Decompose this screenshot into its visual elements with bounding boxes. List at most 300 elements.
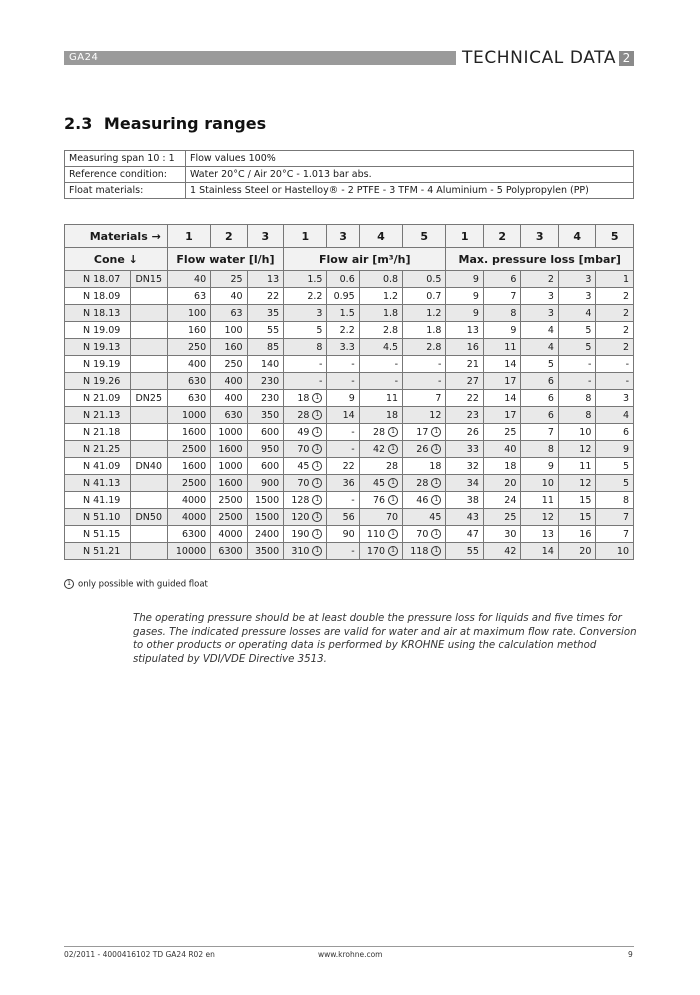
value-cell: 10 [558, 424, 596, 441]
material-number: 5 [403, 225, 446, 248]
table-row [65, 543, 634, 560]
cone-cell: N 51.10 [65, 509, 131, 526]
value-cell: 40 [483, 441, 521, 458]
value-cell: 2 [596, 288, 634, 305]
value-cell: 1.5 [327, 305, 359, 322]
value-cell: 230 [247, 390, 284, 407]
value-text: 26 [416, 443, 429, 455]
value-cell: 24 [483, 492, 521, 509]
value-cell: 140 [247, 356, 284, 373]
value-cell: - [327, 424, 359, 441]
value-cell [403, 424, 446, 441]
value-cell: 230 [247, 373, 284, 390]
value-cell: 6 [521, 373, 559, 390]
value-cell: 36 [327, 475, 359, 492]
dn-cell [130, 322, 167, 339]
guided-float-marker: 1 [312, 495, 322, 505]
cone-cell: N 41.13 [65, 475, 131, 492]
group-header-row [65, 248, 634, 271]
guided-float-marker: 1 [312, 444, 322, 454]
value-cell: 2500 [167, 475, 210, 492]
guided-float-marker: 1 [312, 427, 322, 437]
value-cell: 2 [521, 271, 559, 288]
table-row [65, 390, 634, 407]
value-cell: 630 [167, 373, 210, 390]
value-cell: 3 [521, 305, 559, 322]
value-cell [284, 390, 327, 407]
value-cell: 250 [211, 356, 247, 373]
value-cell: 250 [167, 339, 210, 356]
value-text: 70 [416, 528, 429, 540]
table-row [65, 339, 634, 356]
value-cell: 1000 [211, 424, 247, 441]
value-cell [284, 475, 327, 492]
condition-key: Reference condition: [65, 167, 186, 183]
value-cell: - [327, 543, 359, 560]
cone-cell: N 18.09 [65, 288, 131, 305]
value-cell: - [596, 356, 634, 373]
value-cell: - [327, 441, 359, 458]
cone-cell: N 21.25 [65, 441, 131, 458]
value-cell: 2.2 [284, 288, 327, 305]
value-cell: 70 [359, 509, 402, 526]
cone-cell: N 18.13 [65, 305, 131, 322]
value-cell: 18 [483, 458, 521, 475]
dn-cell [130, 407, 167, 424]
value-cell: - [403, 373, 446, 390]
value-cell: 4000 [167, 509, 210, 526]
value-cell: 18 [359, 407, 402, 424]
value-cell: - [558, 373, 596, 390]
cone-cell: N 19.19 [65, 356, 131, 373]
dn-cell: DN40 [130, 458, 167, 475]
value-cell: 2.8 [359, 322, 402, 339]
value-cell: 8 [558, 407, 596, 424]
value-cell [403, 475, 446, 492]
value-cell: 6 [596, 424, 634, 441]
header-title: TECHNICAL DATA [462, 48, 617, 68]
value-cell: 1.8 [359, 305, 402, 322]
value-cell: 63 [211, 305, 247, 322]
condition-row [65, 183, 634, 199]
value-cell: 1500 [247, 492, 284, 509]
value-cell: 22 [446, 390, 484, 407]
value-cell: 15 [558, 509, 596, 526]
value-cell [403, 492, 446, 509]
value-cell: 3 [596, 390, 634, 407]
value-cell: 14 [483, 356, 521, 373]
value-text: 110 [366, 528, 386, 540]
guided-float-marker: 1 [312, 478, 322, 488]
value-cell: 2 [596, 322, 634, 339]
table-row [65, 407, 634, 424]
value-text: 17 [416, 426, 429, 438]
value-cell: - [403, 356, 446, 373]
value-cell: 1600 [211, 475, 247, 492]
guided-float-marker: 1 [312, 529, 322, 539]
guided-float-marker: 1 [312, 393, 322, 403]
cone-cell: N 19.26 [65, 373, 131, 390]
value-cell: 34 [446, 475, 484, 492]
cone-cell: N 51.15 [65, 526, 131, 543]
value-cell: 2500 [211, 509, 247, 526]
value-cell: - [284, 373, 327, 390]
value-text: 70 [297, 477, 310, 489]
dn-cell [130, 305, 167, 322]
value-text: 42 [372, 443, 386, 455]
value-cell: 47 [446, 526, 484, 543]
value-cell: 12 [558, 475, 596, 492]
table-row [65, 475, 634, 492]
footer-website: www.krohne.com [318, 950, 383, 959]
dn-cell [130, 424, 167, 441]
value-cell: 7 [403, 390, 446, 407]
table-row [65, 424, 634, 441]
material-number: 4 [359, 225, 402, 248]
value-cell: 23 [446, 407, 484, 424]
value-cell: 2.2 [327, 322, 359, 339]
value-cell [403, 441, 446, 458]
dn-cell [130, 356, 167, 373]
cone-cell: N 41.09 [65, 458, 131, 475]
value-cell: 7 [596, 509, 634, 526]
value-text: 18 [297, 392, 310, 404]
material-number: 5 [596, 225, 634, 248]
page-header [64, 48, 634, 68]
value-cell: 6 [521, 390, 559, 407]
info-paragraph: The operating pressure should be at least double the pressure loss for liquids and five times for gases. The indicated pressure losses are valid for water and air at maximum flow rate. Conversion to other products or operating data is performed by KROHNE using the calculation method stipulated by VDI/VDE Directive 3513. [133, 613, 637, 665]
flow-air-header: Flow air [m³/h] [284, 248, 446, 271]
condition-value: 1 Stainless Steel or Hastelloy® - 2 PTFE - 3 TFM - 4 Aluminium - 5 Polypropylen (PP) [186, 183, 634, 199]
value-cell [284, 526, 327, 543]
guided-float-marker: 1 [388, 495, 398, 505]
page-number: 9 [628, 950, 633, 959]
value-cell: 950 [247, 441, 284, 458]
dn-cell [130, 339, 167, 356]
value-cell: 25 [483, 424, 521, 441]
value-cell: 12 [403, 407, 446, 424]
value-cell: 1 [596, 271, 634, 288]
value-cell: 16 [446, 339, 484, 356]
header-bar [64, 51, 456, 65]
material-number: 4 [558, 225, 596, 248]
value-cell: 0.5 [403, 271, 446, 288]
value-cell: 630 [167, 390, 210, 407]
table-row [65, 305, 634, 322]
value-cell: 1600 [167, 424, 210, 441]
value-cell [403, 543, 446, 560]
value-cell: 2 [596, 339, 634, 356]
section-number: 2.3 [64, 114, 93, 133]
value-text: 45 [297, 460, 310, 472]
value-cell: 90 [327, 526, 359, 543]
value-cell: 1600 [211, 441, 247, 458]
value-cell: 7 [596, 526, 634, 543]
value-cell: 85 [247, 339, 284, 356]
chapter-number: 2 [619, 51, 634, 66]
value-cell: 32 [446, 458, 484, 475]
value-text: 70 [297, 443, 310, 455]
value-cell: 400 [167, 356, 210, 373]
guided-float-marker: 1 [312, 461, 322, 471]
value-cell: 12 [521, 509, 559, 526]
value-cell: 5 [558, 322, 596, 339]
value-cell: 5 [596, 475, 634, 492]
footer-doc-ref: 02/2011 - 4000416102 TD GA24 R02 en [64, 950, 215, 959]
material-number: 1 [284, 225, 327, 248]
condition-row [65, 151, 634, 167]
value-cell: 9 [327, 390, 359, 407]
value-text: 28 [372, 426, 386, 438]
value-cell: 33 [446, 441, 484, 458]
value-cell: 5 [558, 339, 596, 356]
value-cell: 600 [247, 424, 284, 441]
guided-float-marker: 1 [431, 495, 441, 505]
value-cell: - [359, 356, 402, 373]
value-text: 190 [291, 528, 310, 540]
material-number: 3 [327, 225, 359, 248]
value-cell: 11 [359, 390, 402, 407]
value-cell: 4 [596, 407, 634, 424]
footnote-text: only possible with guided float [78, 579, 208, 590]
value-cell: 9 [446, 305, 484, 322]
value-cell: 6 [521, 407, 559, 424]
value-cell [284, 492, 327, 509]
value-cell: 100 [167, 305, 210, 322]
value-cell: 16 [558, 526, 596, 543]
value-cell [284, 424, 327, 441]
value-cell: 9 [596, 441, 634, 458]
value-cell: 0.8 [359, 271, 402, 288]
value-text: 76 [372, 494, 386, 506]
guided-float-marker: 1 [388, 444, 398, 454]
value-cell: 42 [483, 543, 521, 560]
value-cell: 63 [167, 288, 210, 305]
value-cell: 1500 [247, 509, 284, 526]
material-number: 3 [247, 225, 284, 248]
value-cell: - [359, 373, 402, 390]
cone-cell: N 41.19 [65, 492, 131, 509]
value-cell: 400 [211, 390, 247, 407]
cone-cell: N 51.21 [65, 543, 131, 560]
guided-float-marker: 1 [312, 512, 322, 522]
dn-cell [130, 475, 167, 492]
value-cell [403, 526, 446, 543]
value-cell: 2400 [247, 526, 284, 543]
dn-cell: DN25 [130, 390, 167, 407]
value-cell: 3 [558, 288, 596, 305]
value-cell: 4 [521, 322, 559, 339]
value-cell: 8 [596, 492, 634, 509]
value-text: 120 [291, 511, 310, 523]
value-cell: 630 [211, 407, 247, 424]
value-cell: 1600 [167, 458, 210, 475]
value-cell: 1000 [211, 458, 247, 475]
cone-cell: N 21.09 [65, 390, 131, 407]
flow-water-header: Flow water [l/h] [167, 248, 283, 271]
conditions-table [64, 150, 634, 199]
value-cell: 600 [247, 458, 284, 475]
value-cell: 2500 [211, 492, 247, 509]
value-text: 46 [416, 494, 429, 506]
value-cell: 400 [211, 373, 247, 390]
value-cell: 14 [327, 407, 359, 424]
value-cell: 0.7 [403, 288, 446, 305]
value-cell: 4 [521, 339, 559, 356]
value-cell: 20 [558, 543, 596, 560]
value-cell: 25 [483, 509, 521, 526]
value-cell [359, 543, 402, 560]
value-cell: 5 [596, 458, 634, 475]
value-cell: 38 [446, 492, 484, 509]
value-cell: 14 [521, 543, 559, 560]
measuring-ranges-table [64, 224, 634, 560]
value-cell: 900 [247, 475, 284, 492]
value-cell: 1000 [167, 407, 210, 424]
value-cell: 0.95 [327, 288, 359, 305]
doc-code: GA24 [69, 52, 99, 63]
value-cell: 35 [247, 305, 284, 322]
value-cell: 17 [483, 373, 521, 390]
value-cell: 1.5 [284, 271, 327, 288]
value-cell [284, 509, 327, 526]
section-title: Measuring ranges [103, 114, 267, 133]
value-cell: 13 [247, 271, 284, 288]
value-cell: 160 [167, 322, 210, 339]
cone-cell: N 19.09 [65, 322, 131, 339]
value-text: 49 [297, 426, 310, 438]
condition-row [65, 167, 634, 183]
table-row [65, 288, 634, 305]
value-cell: 2 [596, 305, 634, 322]
cone-label: Cone ↓ [65, 248, 168, 271]
value-cell: 6300 [167, 526, 210, 543]
value-cell [284, 407, 327, 424]
value-cell: 350 [247, 407, 284, 424]
guided-float-marker: 1 [431, 529, 441, 539]
dn-cell: DN15 [130, 271, 167, 288]
condition-key: Measuring span 10 : 1 [65, 151, 186, 167]
value-cell: 22 [327, 458, 359, 475]
value-cell: 160 [211, 339, 247, 356]
value-cell [359, 526, 402, 543]
value-cell: 10 [596, 543, 634, 560]
value-cell: - [284, 356, 327, 373]
value-cell: 30 [483, 526, 521, 543]
value-cell: 56 [327, 509, 359, 526]
value-cell: 3 [558, 271, 596, 288]
table-row [65, 373, 634, 390]
material-number: 3 [521, 225, 559, 248]
dn-cell [130, 288, 167, 305]
value-cell: 55 [446, 543, 484, 560]
value-cell: 9 [521, 458, 559, 475]
cone-cell: N 18.07 [65, 271, 131, 288]
value-cell: 6300 [211, 543, 247, 560]
guided-float-marker: 1 [431, 427, 441, 437]
value-cell: 18 [403, 458, 446, 475]
value-cell: 2.8 [403, 339, 446, 356]
value-cell: 43 [446, 509, 484, 526]
value-cell: 14 [483, 390, 521, 407]
guided-float-marker: 1 [431, 546, 441, 556]
value-cell: 8 [483, 305, 521, 322]
value-cell: 13 [521, 526, 559, 543]
value-cell: 4000 [211, 526, 247, 543]
value-cell: 8 [558, 390, 596, 407]
guided-float-marker: 1 [431, 444, 441, 454]
table-row [65, 509, 634, 526]
value-text: 45 [372, 477, 386, 489]
table-row [65, 441, 634, 458]
value-cell: 27 [446, 373, 484, 390]
guided-float-marker: 1 [431, 478, 441, 488]
guided-float-marker: 1 [312, 410, 322, 420]
value-cell: 4000 [167, 492, 210, 509]
value-cell: 3 [521, 288, 559, 305]
value-text: 128 [291, 494, 310, 506]
value-cell: 1.2 [403, 305, 446, 322]
table-row [65, 271, 634, 288]
materials-header-row [65, 225, 634, 248]
value-cell: 9 [483, 322, 521, 339]
value-text: 28 [416, 477, 429, 489]
value-cell: 28 [359, 458, 402, 475]
guided-float-marker: 1 [388, 478, 398, 488]
material-number: 2 [211, 225, 247, 248]
value-cell: 9 [446, 271, 484, 288]
value-cell: 1.8 [403, 322, 446, 339]
table-row [65, 492, 634, 509]
value-cell: 11 [558, 458, 596, 475]
value-cell: 45 [403, 509, 446, 526]
value-cell: - [596, 373, 634, 390]
value-cell [359, 492, 402, 509]
condition-value: Flow values 100% [186, 151, 634, 167]
value-cell: 10000 [167, 543, 210, 560]
value-cell: - [327, 373, 359, 390]
section-heading [64, 114, 266, 133]
value-cell: 5 [284, 322, 327, 339]
value-cell: 26 [446, 424, 484, 441]
table-row [65, 458, 634, 475]
guided-float-marker: 1 [64, 579, 74, 589]
value-cell: 17 [483, 407, 521, 424]
condition-value: Water 20°C / Air 20°C - 1.013 bar abs. [186, 167, 634, 183]
value-cell: 20 [483, 475, 521, 492]
dn-cell [130, 441, 167, 458]
material-number: 1 [167, 225, 210, 248]
table-row [65, 356, 634, 373]
value-cell [359, 424, 402, 441]
value-cell: 4 [558, 305, 596, 322]
dn-cell [130, 543, 167, 560]
value-text: 170 [366, 545, 386, 557]
value-text: 28 [297, 409, 310, 421]
value-cell [284, 458, 327, 475]
value-cell: 21 [446, 356, 484, 373]
value-cell: 1.2 [359, 288, 402, 305]
condition-key: Float materials: [65, 183, 186, 199]
guided-float-marker: 1 [388, 427, 398, 437]
value-cell: 4.5 [359, 339, 402, 356]
value-cell: - [327, 492, 359, 509]
value-cell: 9 [446, 288, 484, 305]
guided-float-marker: 1 [312, 546, 322, 556]
value-cell: 13 [446, 322, 484, 339]
dn-cell: DN50 [130, 509, 167, 526]
value-cell: 8 [284, 339, 327, 356]
